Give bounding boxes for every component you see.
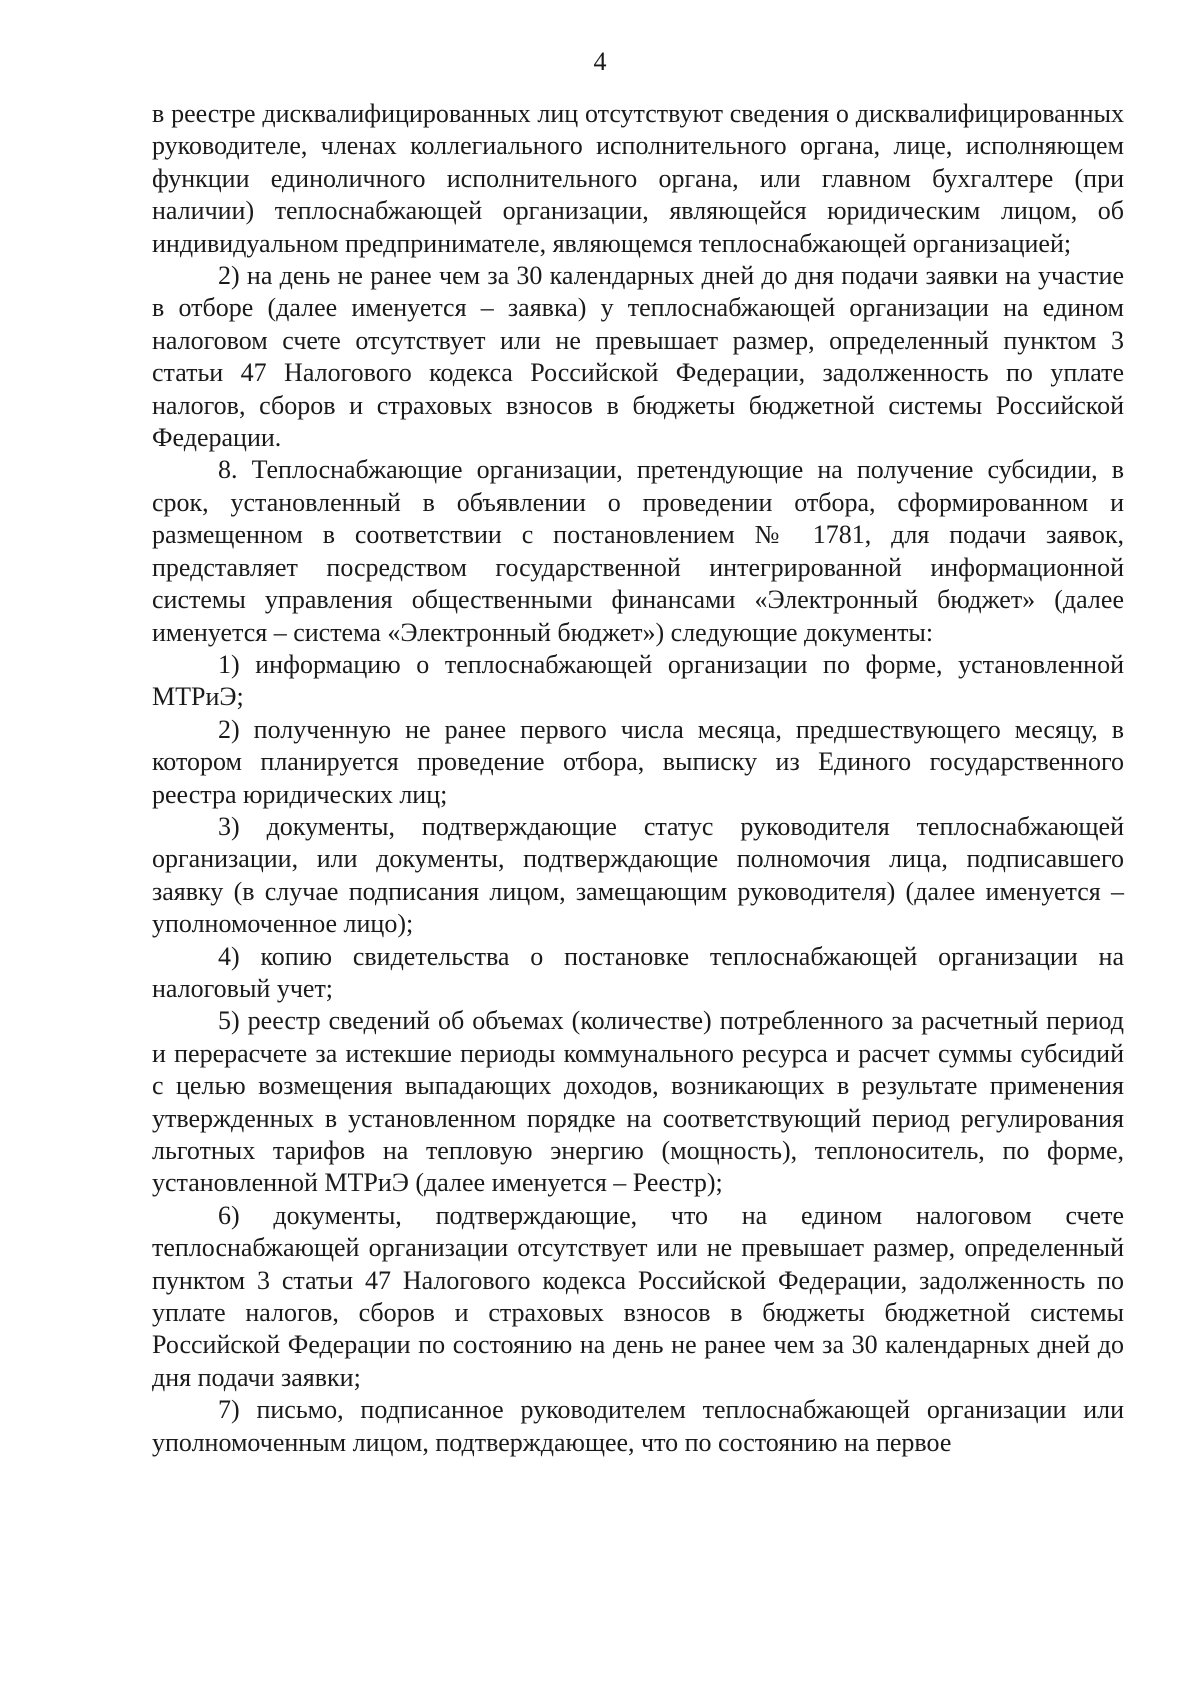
paragraph-doc-item-5: 5) реестр сведений об объемах (количестве) потребленного за расчетный период и перерасчете за истекшие периоды коммунального ресурса и расчет суммы субсидий с целью возмещения выпадающих доходов, возникающих в результате применения утвержденных в установленном порядке на соответствующий период регулирования льготных тарифов на тепловую энергию (мощность), теплоноситель, по форме, установленной МТРиЭ (далее именуется – Реестр); bbox=[152, 1006, 1124, 1198]
paragraph-doc-item-6: 6) документы, подтверждающие, что на едином налоговом счете теплоснабжающей организации отсутствует или не превышает размер, определенный пунктом 3 статьи 47 Налогового кодекса Российской Федерации, задолженность по уплате налогов, сборов и страховых взносов в бюджеты бюджетной системы Российской Федерации по состоянию на день не ранее чем за 30 календарных дней до дня подачи заявки; bbox=[152, 1200, 1124, 1392]
paragraph-doc-item-1: 1) информацию о теплоснабжающей организации по форме, установленной МТРиЭ; bbox=[152, 649, 1124, 712]
page-number: 4 bbox=[593, 47, 607, 76]
document-body bbox=[152, 98, 1124, 1459]
paragraph-doc-item-3: 3) документы, подтверждающие статус руководителя теплоснабжающей организации, или документы, подтверждающие полномочия лица, подписавшего заявку (в случае подписания лицом, замещающим руководителя) (далее именуется – уполномоченное лицо); bbox=[152, 811, 1124, 939]
paragraph-doc-item-7: 7) письмо, подписанное руководителем теплоснабжающей организации или уполномоченным лицом, подтверждающее, что по состоянию на первое bbox=[152, 1395, 1124, 1457]
paragraph-disqualified-registry: в реестре дисквалифицированных лиц отсутствуют сведения о дисквалифицированных руководителе, членах коллегиального исполнительного органа, лице, исполняющем функции единоличного исполнительного органа, или главном бухгалтере (при наличии) теплоснабжающей организации, являющейся юридическим лицом, об индивидуальном предпринимателе, являющемся теплоснабжающей организацией; bbox=[152, 99, 1124, 258]
paragraph-doc-item-2: 2) полученную не ранее первого числа месяца, предшествующего месяцу, в котором планируется проведение отбора, выписку из Единого государственного реестра юридических лиц; bbox=[152, 714, 1124, 809]
paragraph-section-8: 8. Теплоснабжающие организации, претендующие на получение субсидии, в срок, установленный в объявлении о проведении отбора, сформированном и размещенном в соответствии с постановлением № 1781, для подачи заявок, представляет посредством государственной интегрированной информационной системы управления общественными финансами «Электронный бюджет» (далее именуется – система «Электронный бюджет») следующие документы: bbox=[152, 455, 1124, 647]
paragraph-doc-item-4: 4) копию свидетельства о постановке теплоснабжающей организации на налоговый учет; bbox=[152, 941, 1124, 1003]
paragraph-item-2-tax-debt: 2) на день не ранее чем за 30 календарных дней до дня подачи заявки на участие в отборе (далее именуется – заявка) у теплоснабжающей организации на едином налоговом счете отсутствует или не превышает размер, определенный пунктом 3 статьи 47 Налогового кодекса Российской Федерации, задолженность по уплате налогов, сборов и страховых взносов в бюджеты бюджетной системы Российской Федерации. bbox=[152, 261, 1124, 453]
